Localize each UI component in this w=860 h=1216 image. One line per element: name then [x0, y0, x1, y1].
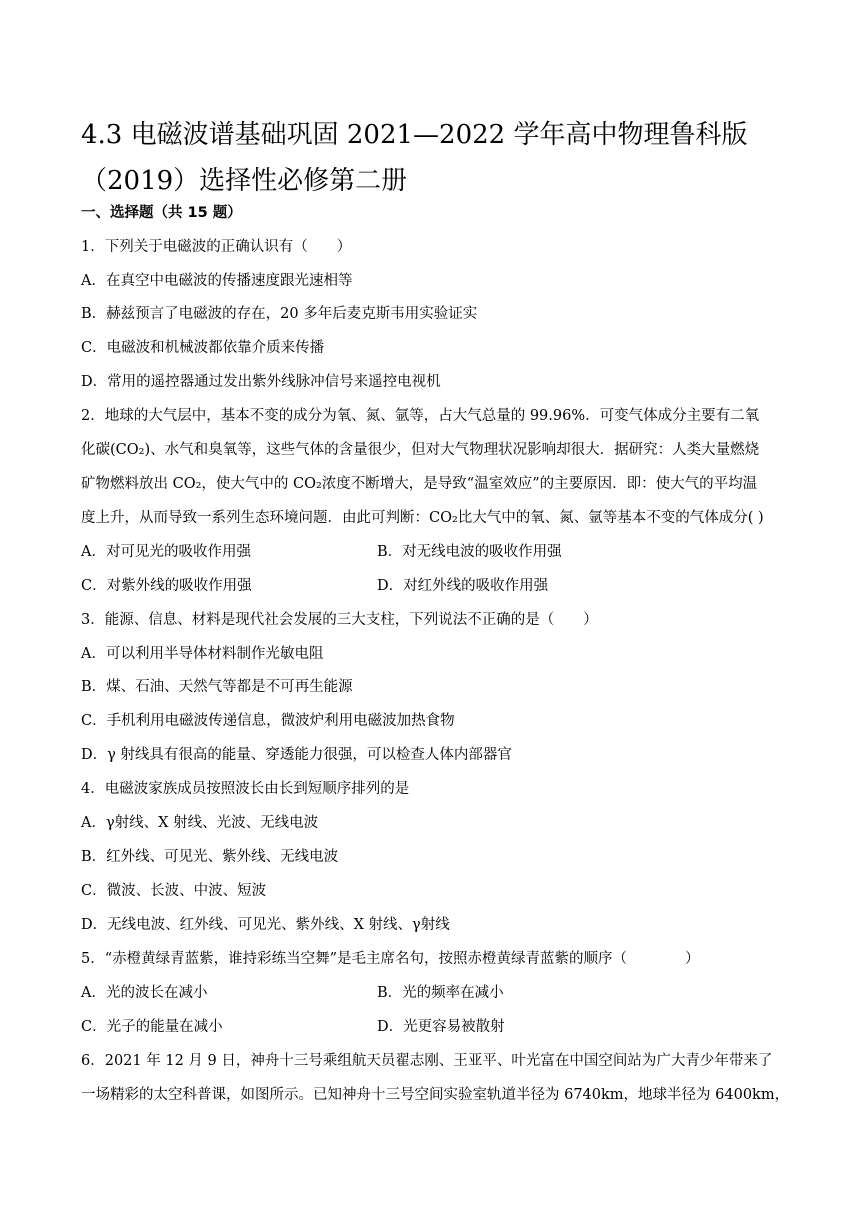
section-heading: 一、选择题（共 15 题）: [81, 205, 242, 221]
question-3-stem: 3．能源、信息、材料是现代社会发展的三大支柱，下列说法不正确的是（ ）: [81, 612, 598, 628]
question-6-stem-line-2: 一场精彩的太空科普课，如图所示。已知神舟十三号空间实验室轨道半径为 6740km，地球半径为 6400km，: [81, 1087, 790, 1103]
question-4-option-a: A．γ射线、X 射线、光波、无线电波: [81, 815, 319, 831]
question-2-option-d: D．对红外线的吸收作用强: [377, 578, 549, 594]
question-2-stem-line-4: 度上升，从而导致一系列生态环境问题．由此可判断：CO₂比大气中的氧、氮、氩等基本不变的气体成分( ): [81, 510, 764, 526]
question-3-option-b: B．煤、石油、天然气等都是不可再生能源: [81, 679, 353, 695]
question-4-option-c: C．微波、长波、中波、短波: [81, 883, 267, 899]
question-5-option-b: B．光的频率在减小: [377, 985, 504, 1001]
question-5-option-a: A．光的波长在减小: [81, 985, 208, 1001]
question-2-option-a: A．对可见光的吸收作用强: [81, 544, 251, 560]
question-2-stem-line-2: 化碳(CO₂)、水气和臭氧等，这些气体的含量很少，但对大气物理状况影响却很大．据研究：人类大量燃烧: [81, 442, 760, 458]
question-1-option-a: A．在真空中电磁波的传播速度跟光速相等: [81, 273, 353, 289]
question-1-option-d: D．常用的遥控器通过发出紫外线脉冲信号来遥控电视机: [81, 374, 441, 390]
question-5-stem: 5．“赤橙黄绿青蓝紫，谁持彩练当空舞”是毛主席名句，按照赤橙黄绿青蓝紫的顺序（ ）: [81, 951, 700, 967]
question-2-stem-line-3: 矿物燃料放出 CO₂，使大气中的 CO₂浓度不断增大，是导致“温室效应”的主要原因．即：使大气的平均温: [81, 476, 758, 492]
question-3-option-c: C．手机利用电磁波传递信息，微波炉利用电磁波加热食物: [81, 713, 455, 729]
question-2-stem-line-1: 2．地球的大气层中，基本不变的成分为氧、氮、氩等，占大气总量的 99.96%．可变气体成分主要有二氧: [81, 408, 760, 424]
question-6-stem-line-1: 6．2021 年 12 月 9 日，神舟十三号乘组航天员翟志刚、王亚平、叶光富在中国空间站为广大青少年带来了: [81, 1053, 773, 1069]
question-5-option-d: D．光更容易被散射: [377, 1019, 505, 1035]
question-1-stem: 1．下列关于电磁波的正确认识有（ ）: [81, 239, 352, 255]
question-2-option-c: C．对紫外线的吸收作用强: [81, 578, 252, 594]
question-3-option-d: D．γ 射线具有很高的能量、穿透能力很强，可以检查人体内部器官: [81, 747, 512, 763]
question-4-option-d: D．无线电波、红外线、可见光、紫外线、X 射线、γ射线: [81, 917, 450, 933]
document-title: 4.3 电磁波谱基础巩固 2021—2022 学年高中物理鲁科版（2019）选择性必修第二册: [81, 120, 748, 196]
question-1-option-b: B．赫兹预言了电磁波的存在，20 多年后麦克斯韦用实验证实: [81, 306, 478, 322]
question-2-option-b: B．对无线电波的吸收作用强: [377, 544, 562, 560]
question-4-option-b: B．红外线、可见光、紫外线、无线电波: [81, 849, 339, 865]
question-3-option-a: A．可以利用半导体材料制作光敏电阻: [81, 646, 324, 662]
question-5-option-c: C．光子的能量在减小: [81, 1019, 223, 1035]
question-4-stem: 4．电磁波家族成员按照波长由长到短顺序排列的是: [81, 781, 410, 797]
question-1-option-c: C．电磁波和机械波都依靠介质来传播: [81, 340, 325, 356]
